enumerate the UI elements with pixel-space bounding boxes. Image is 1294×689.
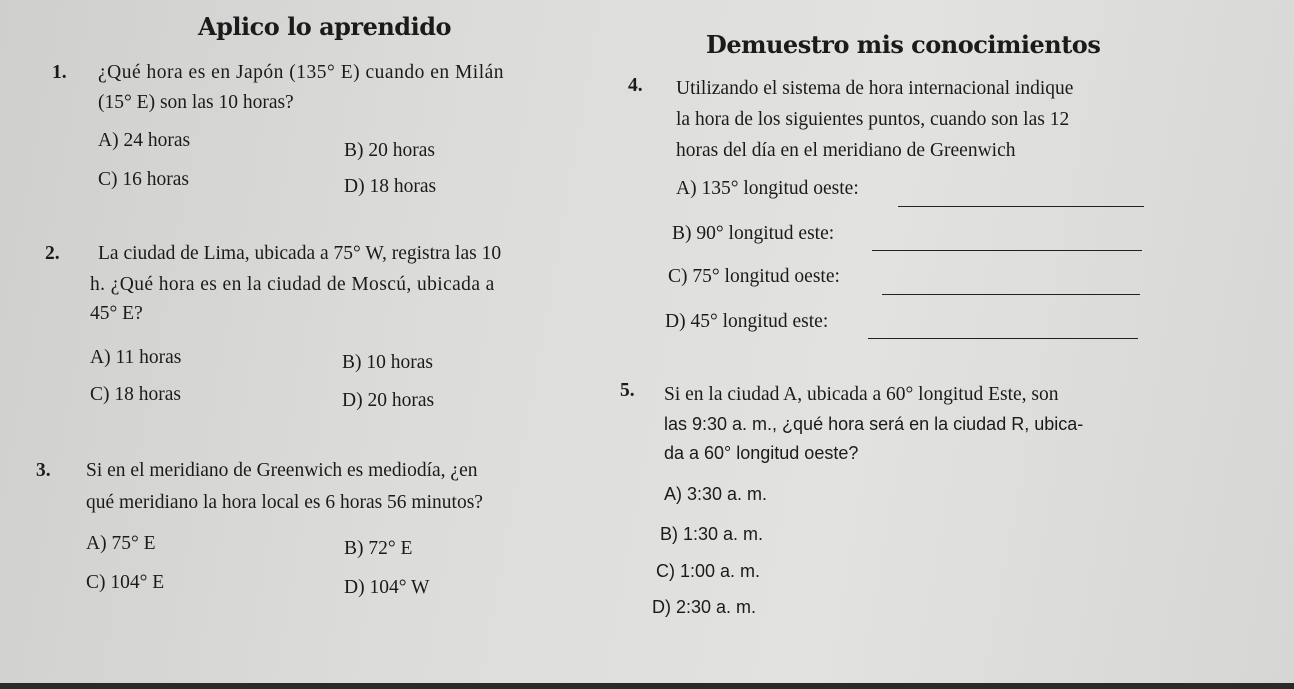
question-number: 1. — [52, 62, 67, 83]
question-text-line: (15° E) son las 10 horas? — [98, 92, 294, 113]
option-a[interactable]: A) 11 horas — [90, 347, 182, 368]
question-text-line: 45° E? — [90, 303, 143, 324]
answer-blank-c[interactable] — [882, 276, 1140, 295]
answer-blank-b[interactable] — [872, 232, 1142, 251]
option-a[interactable]: A) 75° E — [86, 533, 156, 554]
option-b[interactable]: B) 10 horas — [342, 352, 433, 373]
question-text-line: La ciudad de Lima, ubicada a 75° W, registra las 10 — [98, 243, 502, 264]
question-text-line: las 9:30 a. m., ¿qué hora será en la ciudad R, ubica- — [664, 414, 1084, 434]
option-c[interactable]: C) 18 horas — [90, 384, 181, 405]
item-c: C) 75° longitud oeste: — [668, 266, 840, 287]
question-text-line: Si en el meridiano de Greenwich es mediodía, ¿en — [86, 460, 478, 481]
option-a[interactable]: A) 3:30 a. m. — [664, 484, 768, 504]
item-a: A) 135° longitud oeste: — [676, 178, 859, 199]
option-c[interactable]: C) 104° E — [86, 572, 165, 593]
right-section-title: Demuestro mis conocimientos — [706, 30, 1101, 59]
option-a[interactable]: A) 24 horas — [98, 130, 191, 151]
option-b[interactable]: B) 72° E — [344, 538, 413, 559]
question-number: 5. — [620, 380, 635, 401]
option-c[interactable]: C) 16 horas — [98, 169, 189, 190]
question-text-line: horas del día en el meridiano de Greenwich — [676, 140, 1016, 161]
option-b[interactable]: B) 20 horas — [344, 140, 435, 161]
option-c[interactable]: C) 1:00 a. m. — [656, 561, 761, 581]
item-d: D) 45° longitud este: — [665, 311, 829, 332]
option-d[interactable]: D) 18 horas — [344, 176, 437, 197]
answer-blank-d[interactable] — [868, 320, 1138, 339]
question-text-line: da a 60° longitud oeste? — [664, 443, 859, 463]
question-number: 4. — [628, 75, 643, 96]
question-text-line: qué meridiano la hora local es 6 horas 56 minutos? — [86, 492, 483, 513]
question-number: 2. — [45, 243, 60, 264]
option-d[interactable]: D) 104° W — [344, 577, 430, 598]
question-text-line: la hora de los siguientes puntos, cuando son las 12 — [676, 109, 1070, 130]
answer-blank-a[interactable] — [898, 188, 1144, 207]
question-text-line: Utilizando el sistema de hora internacional indique — [676, 78, 1074, 99]
option-b[interactable]: B) 1:30 a. m. — [660, 524, 764, 544]
question-text-line: h. ¿Qué hora es en la ciudad de Moscú, ubicada a — [90, 274, 495, 295]
option-d[interactable]: D) 2:30 a. m. — [652, 597, 757, 617]
page-bottom-edge — [0, 683, 1294, 689]
option-d[interactable]: D) 20 horas — [342, 390, 435, 411]
question-number: 3. — [36, 460, 51, 481]
question-text-line: Si en la ciudad A, ubicada a 60° longitud Este, son — [664, 384, 1059, 405]
left-section-title: Aplico lo aprendido — [198, 12, 451, 41]
question-text-line: ¿Qué hora es en Japón (135° E) cuando en Milán — [98, 62, 505, 83]
item-b: B) 90° longitud este: — [672, 223, 835, 244]
